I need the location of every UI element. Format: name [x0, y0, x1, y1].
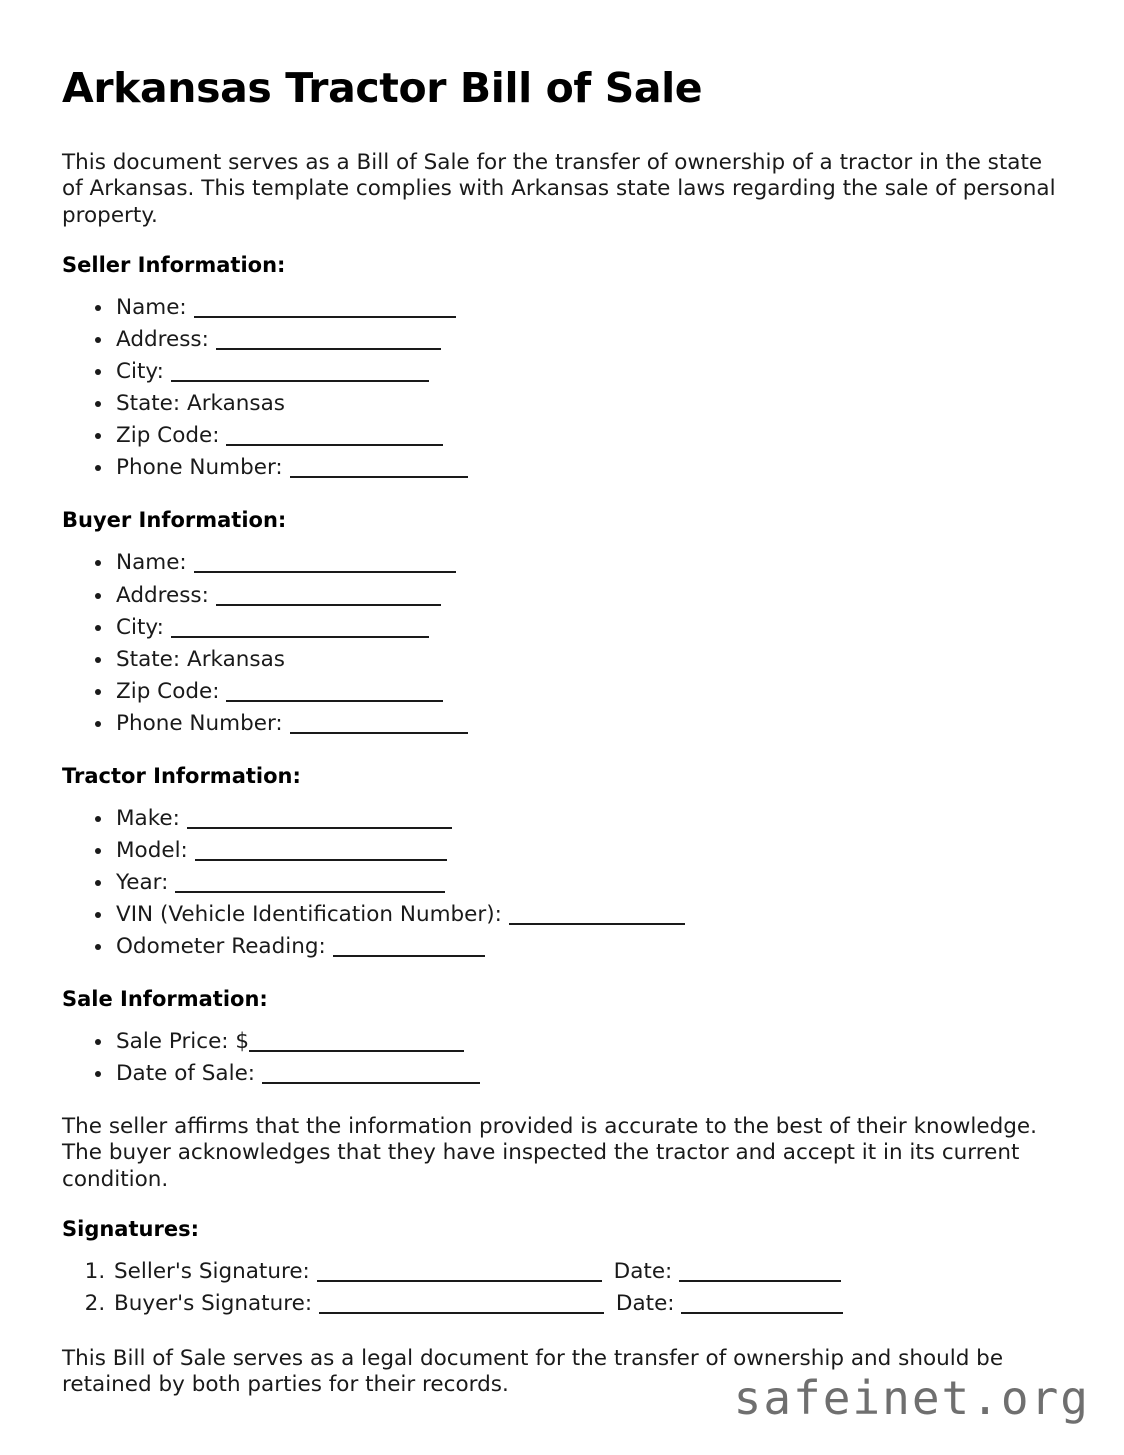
buyer-field-blank[interactable]	[194, 571, 456, 573]
buyer-field-label: Phone Number:	[116, 710, 283, 736]
seller-field-blank[interactable]	[171, 380, 429, 382]
seller-field-row	[114, 324, 1062, 356]
seller-field-label: City:	[116, 359, 164, 385]
seller-field-blank[interactable]	[290, 476, 468, 478]
tractor-field-row	[114, 899, 1062, 931]
seller-field-blank[interactable]	[216, 348, 441, 350]
tractor-field-blank[interactable]	[187, 827, 452, 829]
buyer-field-label: Address:	[116, 582, 209, 608]
buyer-field-label: City:	[116, 614, 164, 640]
signature-row	[112, 1288, 1062, 1320]
signature-date-blank[interactable]	[679, 1280, 841, 1282]
tractor-field-label: VIN (Vehicle Identification Number):	[116, 901, 502, 927]
tractor-field-label: Model:	[116, 837, 188, 863]
tractor-field-blank[interactable]	[195, 859, 447, 861]
seller-field-row	[114, 292, 1062, 324]
seller-field-label: Phone Number:	[116, 455, 283, 481]
sale-field-blank[interactable]	[262, 1082, 480, 1084]
seller-field-blank[interactable]	[194, 316, 456, 318]
tractor-field-row	[114, 867, 1062, 899]
affirmation-paragraph: The seller affirms that the information provided is accurate to the best of their knowledge. The buyer acknowledges that they have inspected the tractor and accept it in its current condition.	[62, 1114, 1037, 1192]
signature-date-label: Date:	[613, 1259, 673, 1285]
buyer-field-label: State:	[116, 646, 181, 672]
sale-fields-list	[62, 1026, 1062, 1090]
page-title: Arkansas Tractor Bill of Sale	[62, 64, 703, 112]
seller-field-row	[114, 420, 1062, 452]
tractor-field-row	[114, 803, 1062, 835]
seller-section-heading: Seller Information:	[62, 252, 286, 277]
intro-paragraph: This document serves as a Bill of Sale for the transfer of ownership of a tractor in the state of Arkansas. This template complies with Arkansas state laws regarding the sale of personal property.	[62, 150, 1056, 228]
signature-label: Seller's Signature:	[114, 1259, 310, 1285]
buyer-fields-list	[62, 547, 1062, 739]
seller-field-blank[interactable]	[226, 444, 443, 446]
seller-field-row	[114, 388, 1062, 420]
signature-blank[interactable]	[317, 1280, 602, 1282]
tractor-field-blank[interactable]	[175, 891, 445, 893]
tractor-fields-list	[62, 803, 1062, 963]
site-watermark: safeinet.org	[733, 1371, 1090, 1425]
buyer-field-label: Name:	[116, 550, 187, 576]
buyer-field-blank[interactable]	[171, 636, 429, 638]
tractor-section-heading: Tractor Information:	[62, 763, 301, 788]
sale-section-heading: Sale Information:	[62, 987, 268, 1012]
signature-row	[112, 1256, 1062, 1288]
buyer-field-row	[114, 580, 1062, 612]
buyer-field-row	[114, 644, 1062, 676]
signature-date-label: Date:	[615, 1291, 675, 1317]
signature-blank[interactable]	[319, 1312, 604, 1314]
buyer-field-value: Arkansas	[180, 646, 285, 672]
seller-field-label: State:	[116, 391, 181, 417]
tractor-field-blank[interactable]	[333, 955, 485, 957]
seller-field-value: Arkansas	[180, 391, 285, 417]
tractor-field-label: Odometer Reading:	[116, 933, 326, 959]
sale-field-blank[interactable]	[249, 1050, 464, 1052]
buyer-field-blank[interactable]	[216, 604, 441, 606]
seller-fields-list	[62, 292, 1062, 484]
tractor-field-row	[114, 931, 1062, 963]
seller-field-row	[114, 452, 1062, 484]
signature-rows-list	[62, 1256, 1062, 1320]
signatures-section-heading: Signatures:	[62, 1216, 199, 1241]
tractor-field-label: Make:	[116, 805, 180, 831]
tractor-field-row	[114, 835, 1062, 867]
sale-field-row	[114, 1058, 1062, 1090]
seller-field-label: Name:	[116, 295, 187, 321]
sale-field-label: Date of Sale:	[116, 1061, 256, 1087]
buyer-section-heading: Buyer Information:	[62, 508, 287, 533]
signature-date-blank[interactable]	[681, 1312, 843, 1314]
buyer-field-row	[114, 612, 1062, 644]
seller-field-row	[114, 356, 1062, 388]
closing-paragraph: This Bill of Sale serves as a legal document for the transfer of ownership and should be retained by both parties for their records.	[62, 1346, 1004, 1398]
buyer-field-label: Zip Code:	[116, 678, 220, 704]
sale-field-label: Sale Price: $	[116, 1029, 250, 1055]
buyer-field-row	[114, 547, 1062, 579]
seller-field-label: Zip Code:	[116, 423, 220, 449]
buyer-field-row	[114, 708, 1062, 740]
buyer-field-blank[interactable]	[290, 732, 468, 734]
tractor-field-blank[interactable]	[509, 923, 685, 925]
buyer-field-blank[interactable]	[226, 700, 443, 702]
sale-field-row	[114, 1026, 1062, 1058]
buyer-field-row	[114, 676, 1062, 708]
tractor-field-label: Year:	[116, 869, 169, 895]
seller-field-label: Address:	[116, 327, 209, 353]
document-content	[62, 66, 1062, 1423]
signature-label: Buyer's Signature:	[114, 1291, 313, 1317]
